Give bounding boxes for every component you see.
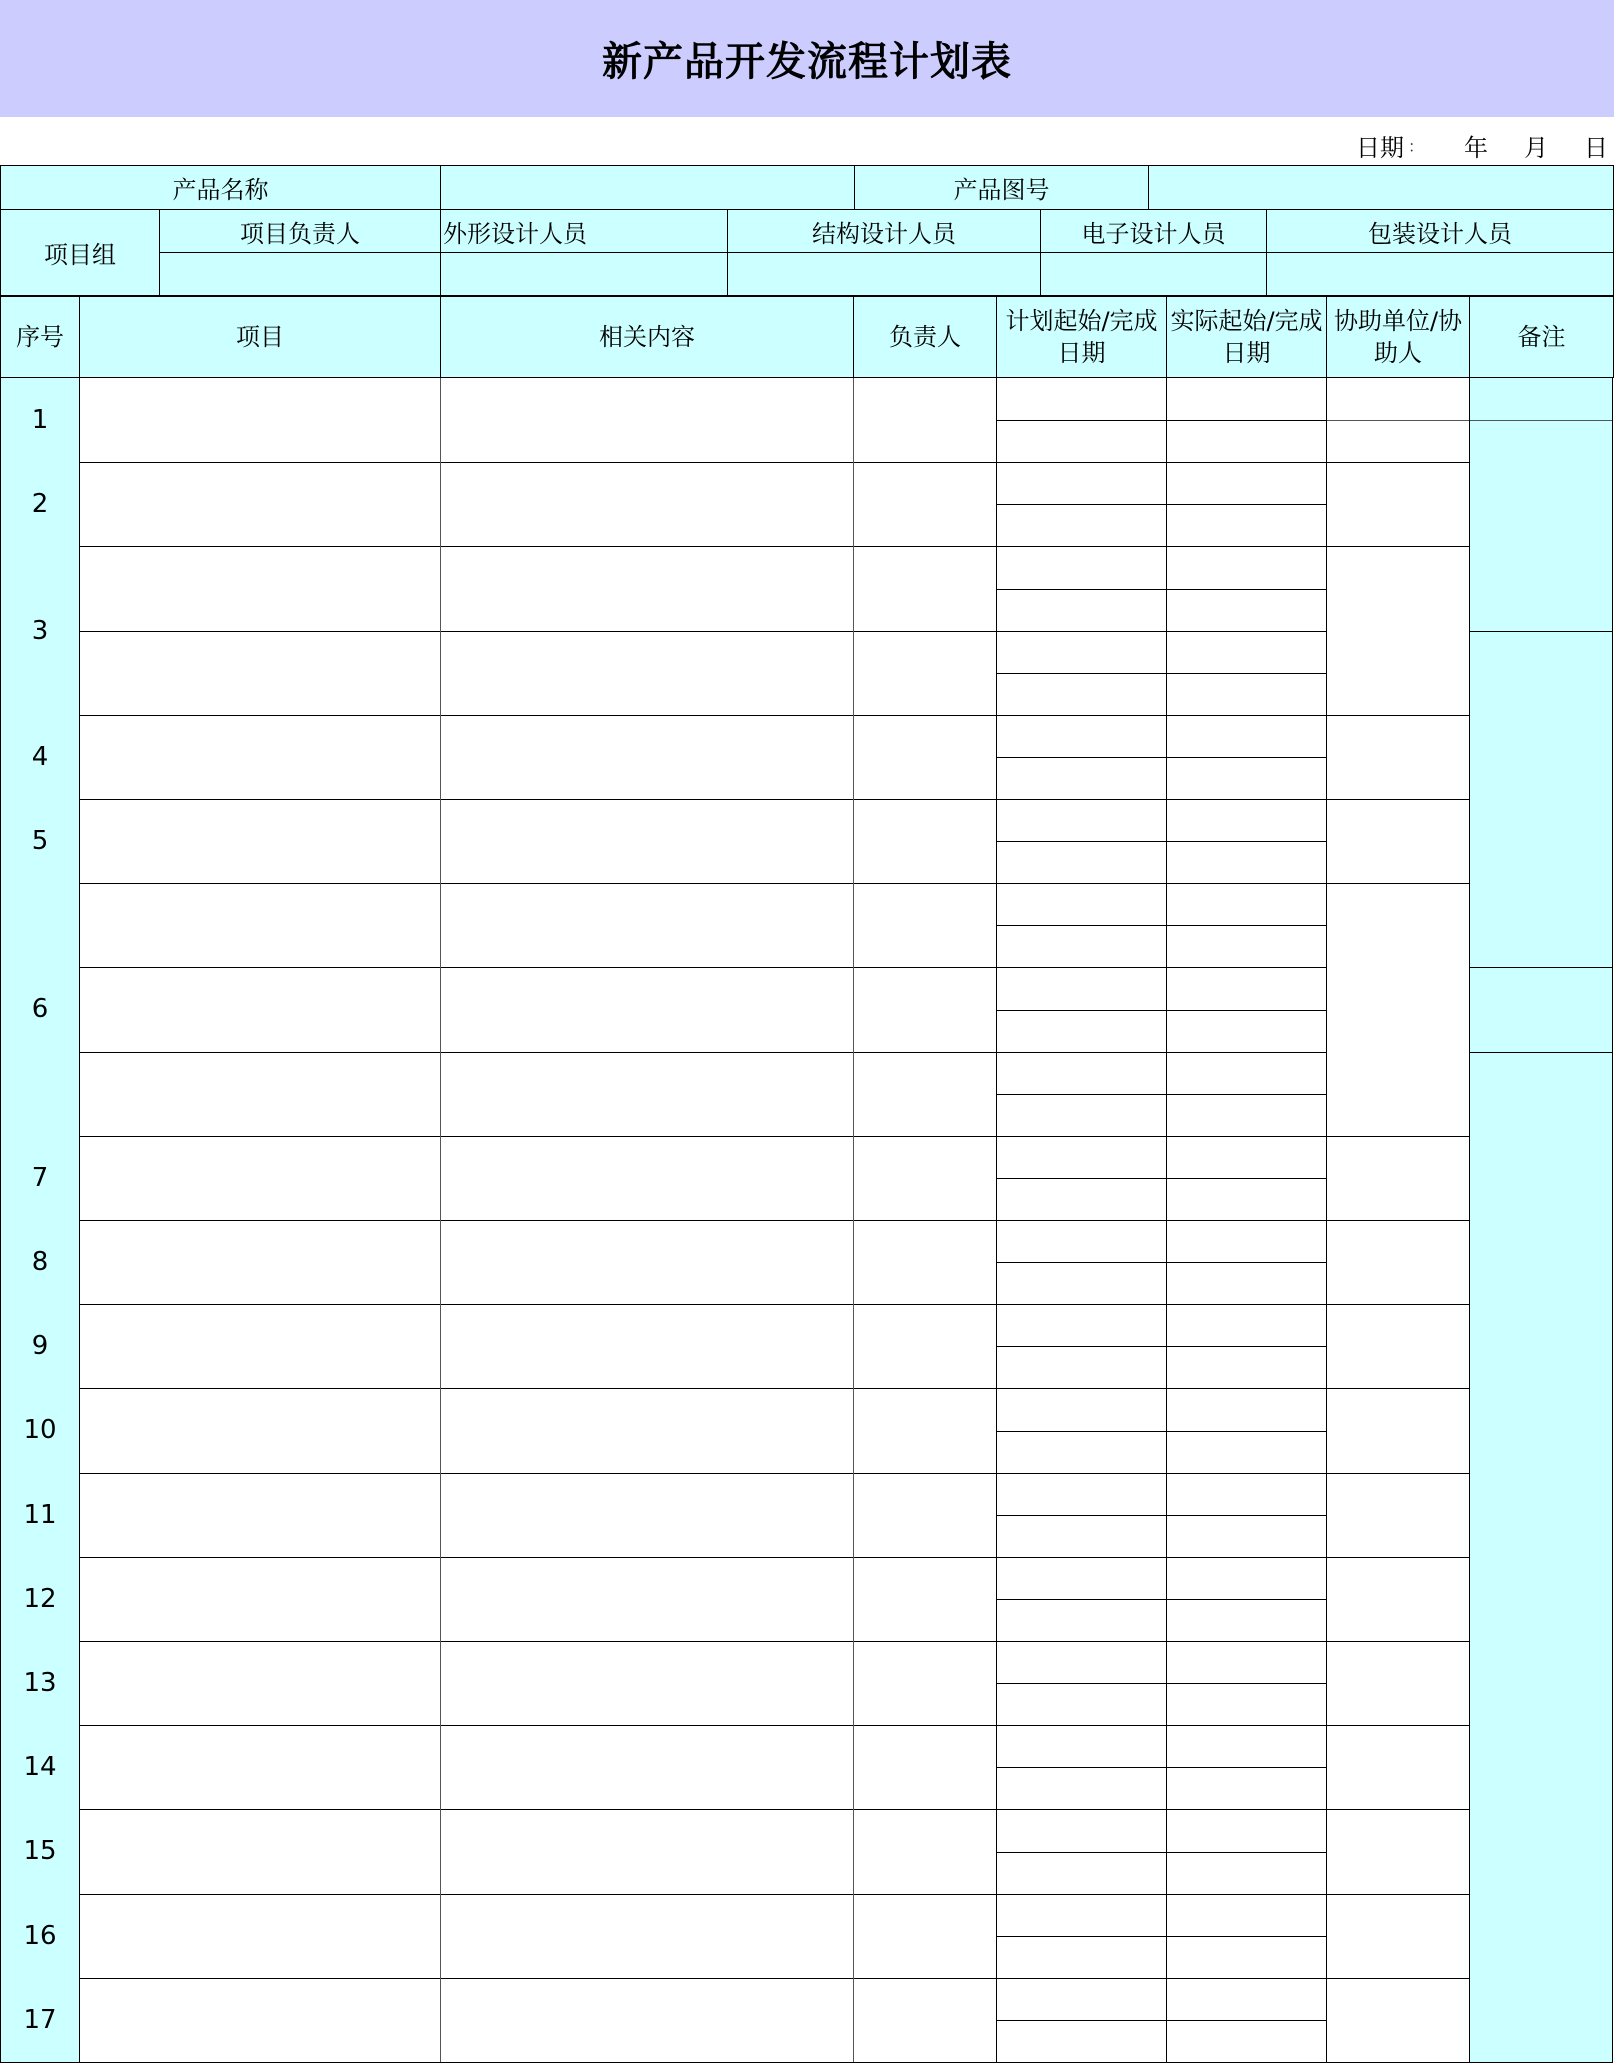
actual-date-cell[interactable] (1166, 1094, 1326, 1136)
item-cell[interactable] (79, 546, 440, 630)
actual-date-cell[interactable] (1166, 1010, 1326, 1052)
remark-cell[interactable] (1469, 1978, 1613, 2062)
content-cell[interactable] (440, 715, 853, 799)
content-cell[interactable] (440, 1304, 853, 1388)
structure-designer-field[interactable] (728, 253, 1041, 296)
plan-date-cell[interactable] (996, 589, 1166, 631)
plan-date-cell[interactable] (996, 546, 1166, 588)
column-line (996, 378, 997, 2062)
content-cell[interactable] (440, 1473, 853, 1557)
col-content-header: 相关内容 (441, 297, 854, 378)
item-cell[interactable] (79, 1388, 440, 1472)
actual-date-cell[interactable] (1166, 1388, 1326, 1430)
seq-cell: 16 (0, 1894, 80, 1978)
remark-cell[interactable] (1469, 1725, 1613, 1809)
content-cell[interactable] (440, 967, 853, 1051)
col-remark-header: 备注 (1470, 297, 1614, 378)
actual-date-cell[interactable] (1166, 1220, 1326, 1262)
assist-cell[interactable] (1326, 799, 1469, 883)
plan-date-cell[interactable] (996, 883, 1166, 925)
date-divider (996, 1010, 1326, 1011)
plan-date-cell[interactable] (996, 1515, 1166, 1557)
actual-date-cell[interactable] (1166, 1936, 1326, 1978)
actual-date-cell[interactable] (1166, 757, 1326, 799)
row-divider (1469, 1052, 1613, 1053)
row-divider (996, 967, 1326, 968)
remark-cell[interactable] (1469, 1894, 1613, 1978)
project-group-label: 项目组 (1, 210, 160, 296)
remark-cell[interactable] (1469, 1388, 1613, 1472)
owner-cell[interactable] (853, 546, 996, 630)
actual-date-cell[interactable] (1166, 715, 1326, 757)
plan-date-cell[interactable] (996, 504, 1166, 546)
seq-cell: 2 (0, 462, 80, 546)
item-cell[interactable] (79, 378, 440, 462)
seq-cell: 14 (0, 1725, 80, 1809)
owner-cell[interactable] (853, 1894, 996, 1978)
seq-cell: 1 (0, 378, 80, 462)
owner-cell[interactable] (853, 462, 996, 546)
column-line (1469, 378, 1470, 2062)
owner-cell[interactable] (853, 631, 996, 715)
owner-cell[interactable] (853, 1725, 996, 1809)
product-name-field[interactable] (441, 166, 855, 210)
seq-cell: 9 (0, 1304, 80, 1388)
column-line (1326, 378, 1327, 2062)
seq-cell: 10 (0, 1388, 80, 1472)
column-header-table (0, 296, 1614, 378)
electronic-designer-field[interactable] (1041, 253, 1267, 296)
item-cell[interactable] (79, 1978, 440, 2062)
date-divider (996, 1515, 1326, 1516)
remark-cell[interactable] (1469, 1641, 1613, 1725)
plan-date-cell[interactable] (996, 715, 1166, 757)
content-cell[interactable] (440, 1136, 853, 1220)
remark-cell[interactable] (1469, 1136, 1613, 1220)
item-cell[interactable] (79, 462, 440, 546)
col-seq-header: 序号 (1, 297, 80, 378)
column-line (79, 378, 80, 2062)
title-band (0, 0, 1614, 117)
actual-date-cell[interactable] (1166, 1515, 1326, 1557)
owner-cell[interactable] (853, 1809, 996, 1893)
plan-date-cell[interactable] (996, 925, 1166, 967)
item-cell[interactable] (79, 1894, 440, 1978)
project-info-table (0, 165, 1614, 296)
row-divider (79, 967, 996, 968)
seq-cell: 7 (0, 1136, 80, 1220)
content-cell[interactable] (440, 1894, 853, 1978)
item-cell[interactable] (79, 799, 440, 883)
col-item-header: 项目 (80, 297, 441, 378)
column-line (440, 378, 441, 2062)
plan-date-cell[interactable] (996, 1304, 1166, 1346)
plan-date-cell[interactable] (996, 1178, 1166, 1220)
plan-date-cell[interactable] (996, 1852, 1166, 1894)
content-cell[interactable] (440, 546, 853, 630)
assist-cell[interactable] (1326, 715, 1469, 799)
owner-cell[interactable] (853, 1557, 996, 1641)
date-divider (996, 841, 1326, 842)
date-divider (996, 2020, 1326, 2021)
date-divider (996, 1852, 1326, 1853)
actual-date-cell[interactable] (1166, 1262, 1326, 1304)
col-assist-header: 协助单位/协助人 (1327, 297, 1470, 378)
remark-cell[interactable] (1469, 1809, 1613, 1893)
plan-date-cell[interactable] (996, 1346, 1166, 1388)
actual-date-cell[interactable] (1166, 1978, 1326, 2020)
seq-cell: 11 (0, 1473, 80, 1557)
actual-date-cell[interactable] (1166, 925, 1326, 967)
date-year-label: 年 (1464, 133, 1488, 162)
plan-date-cell[interactable] (996, 757, 1166, 799)
actual-date-cell[interactable] (1166, 1431, 1326, 1473)
electronic-designer-label: 电子设计人员 (1041, 210, 1267, 253)
plan-date-cell[interactable] (996, 1809, 1166, 1851)
owner-cell[interactable] (853, 967, 996, 1051)
plan-rows (0, 378, 1613, 2065)
plan-date-cell[interactable] (996, 1094, 1166, 1136)
actual-date-cell[interactable] (1166, 1346, 1326, 1388)
page-title: 新产品开发流程计划表 (602, 39, 1012, 85)
actual-date-cell[interactable] (1166, 1052, 1326, 1094)
plan-date-cell[interactable] (996, 1388, 1166, 1430)
content-cell[interactable] (440, 1388, 853, 1472)
plan-date-cell[interactable] (996, 1767, 1166, 1809)
actual-date-cell[interactable] (1166, 2020, 1326, 2062)
assist-cell[interactable] (1326, 1473, 1469, 1557)
owner-cell[interactable] (853, 1641, 996, 1725)
actual-date-cell[interactable] (1166, 378, 1326, 420)
seq-cell: 12 (0, 1557, 80, 1641)
structure-designer-label: 结构设计人员 (728, 210, 1041, 253)
remark-cell[interactable] (1469, 715, 1613, 799)
assist-cell[interactable] (1326, 1978, 1469, 2062)
project-leader-label: 项目负责人 (160, 210, 441, 253)
plan-date-cell[interactable] (996, 1725, 1166, 1767)
assist-cell[interactable] (1326, 1725, 1469, 1809)
assist-cell[interactable] (1326, 1388, 1469, 1472)
actual-date-cell[interactable] (1166, 673, 1326, 715)
plan-date-cell[interactable] (996, 1683, 1166, 1725)
plan-date-cell[interactable] (996, 1894, 1166, 1936)
date-divider (996, 757, 1326, 758)
plan-date-cell[interactable] (996, 1557, 1166, 1599)
project-leader-field[interactable] (160, 253, 441, 296)
assist-cell[interactable] (1326, 1220, 1469, 1304)
owner-cell[interactable] (853, 1052, 996, 1136)
item-cell[interactable] (79, 631, 440, 715)
item-cell[interactable] (79, 1809, 440, 1893)
seq-cell: 13 (0, 1641, 80, 1725)
date-divider (996, 1767, 1326, 1768)
date-divider (996, 1178, 1326, 1179)
remark-cell[interactable] (1469, 799, 1613, 883)
actual-date-cell[interactable] (1166, 504, 1326, 546)
content-cell[interactable] (440, 799, 853, 883)
actual-date-cell[interactable] (1166, 631, 1326, 673)
actual-date-cell[interactable] (1166, 1683, 1326, 1725)
actual-date-cell[interactable] (1166, 841, 1326, 883)
col-owner-header: 负责人 (854, 297, 997, 378)
item-cell[interactable] (79, 1136, 440, 1220)
remark-cell[interactable] (1469, 1220, 1613, 1304)
date-divider (996, 1094, 1326, 1095)
actual-date-cell[interactable] (1166, 1852, 1326, 1894)
actual-date-cell[interactable] (1166, 1725, 1326, 1767)
owner-cell[interactable] (853, 715, 996, 799)
product-drawing-no-field[interactable] (1149, 166, 1614, 210)
plan-date-cell[interactable] (996, 2020, 1166, 2062)
plan-date-cell[interactable] (996, 1262, 1166, 1304)
actual-date-cell[interactable] (1166, 589, 1326, 631)
assist-cell[interactable] (1326, 1136, 1469, 1220)
column-line (1166, 378, 1167, 2062)
actual-date-cell[interactable] (1166, 1894, 1326, 1936)
date-divider (996, 1599, 1326, 1600)
remark-cell[interactable] (1469, 1557, 1613, 1641)
plan-date-cell[interactable] (996, 841, 1166, 883)
plan-date-cell[interactable] (996, 1010, 1166, 1052)
date-label: 日期 (1355, 133, 1404, 162)
item-cell[interactable] (79, 967, 440, 1051)
actual-date-cell[interactable] (1166, 1641, 1326, 1683)
packaging-designer-field[interactable] (1267, 253, 1614, 296)
row-divider (79, 631, 996, 632)
date-divider (996, 504, 1326, 505)
date-divider (996, 1262, 1326, 1263)
row-divider (79, 1052, 996, 1053)
plan-date-cell[interactable] (996, 1641, 1166, 1683)
date-line (1356, 130, 1608, 160)
column-line (853, 378, 854, 2062)
item-cell[interactable] (79, 1557, 440, 1641)
date-divider (996, 589, 1326, 590)
assist-cell[interactable] (1326, 546, 1469, 714)
content-cell[interactable] (440, 1725, 853, 1809)
plan-date-cell[interactable] (996, 1052, 1166, 1094)
plan-date-cell[interactable] (996, 799, 1166, 841)
item-cell[interactable] (79, 715, 440, 799)
item-cell[interactable] (79, 1304, 440, 1388)
owner-cell[interactable] (853, 1220, 996, 1304)
plan-date-cell[interactable] (996, 631, 1166, 673)
actual-date-cell[interactable] (1166, 1599, 1326, 1641)
col-plan-dates-header: 计划起始/完成日期 (997, 297, 1167, 378)
product-drawing-no-label: 产品图号 (855, 166, 1149, 210)
actual-date-cell[interactable] (1166, 799, 1326, 841)
product-name-label: 产品名称 (1, 166, 441, 210)
actual-date-cell[interactable] (1166, 1557, 1326, 1599)
plan-date-cell[interactable] (996, 420, 1166, 462)
content-cell[interactable] (440, 1557, 853, 1641)
date-divider (996, 420, 1326, 421)
assist-cell[interactable] (1326, 378, 1469, 462)
seq-cell: 15 (0, 1809, 80, 1893)
packaging-designer-label: 包装设计人员 (1267, 210, 1614, 253)
actual-date-cell[interactable] (1166, 967, 1326, 1009)
assist-cell[interactable] (1326, 1641, 1469, 1725)
seq-cell: 8 (0, 1220, 80, 1304)
actual-date-cell[interactable] (1166, 1809, 1326, 1851)
item-cell[interactable] (79, 1641, 440, 1725)
content-cell[interactable] (440, 1978, 853, 2062)
content-cell[interactable] (440, 631, 853, 715)
actual-date-cell[interactable] (1166, 1767, 1326, 1809)
plan-date-cell[interactable] (996, 1473, 1166, 1515)
appearance-designer-label: 外形设计人员 (441, 210, 728, 253)
plan-date-cell[interactable] (996, 1136, 1166, 1178)
owner-cell[interactable] (853, 1304, 996, 1388)
assist-cell[interactable] (1326, 1894, 1469, 1978)
remark-cell[interactable] (1469, 462, 1613, 546)
seq-cell: 4 (0, 715, 80, 799)
row-divider (1469, 631, 1613, 632)
seq-cell: 5 (0, 799, 80, 883)
plan-date-cell[interactable] (996, 1936, 1166, 1978)
col-actual-dates-header: 实际起始/完成日期 (1167, 297, 1327, 378)
plan-date-cell[interactable] (996, 1220, 1166, 1262)
actual-date-cell[interactable] (1166, 420, 1326, 462)
assist-cell[interactable] (1326, 883, 1469, 1136)
date-divider (996, 1431, 1326, 1432)
actual-date-cell[interactable] (1166, 1178, 1326, 1220)
date-divider (996, 1936, 1326, 1937)
column-line (1612, 378, 1613, 2062)
owner-cell[interactable] (853, 799, 996, 883)
owner-cell[interactable] (853, 1388, 996, 1472)
plan-date-cell[interactable] (996, 967, 1166, 1009)
actual-date-cell[interactable] (1166, 1136, 1326, 1178)
seq-cell: 6 (0, 883, 80, 1136)
content-cell[interactable] (440, 1052, 853, 1136)
plan-date-cell[interactable] (996, 1431, 1166, 1473)
owner-cell[interactable] (853, 378, 996, 462)
date-divider (996, 673, 1326, 674)
actual-date-cell[interactable] (1166, 1473, 1326, 1515)
assist-cell[interactable] (1326, 1304, 1469, 1388)
date-divider (996, 1683, 1326, 1684)
content-cell[interactable] (440, 1220, 853, 1304)
owner-cell[interactable] (853, 883, 996, 967)
remark-cell[interactable] (1469, 883, 1613, 1136)
date-divider (996, 1346, 1326, 1347)
row-divider (996, 1052, 1326, 1053)
actual-date-cell[interactable] (1166, 462, 1326, 504)
row-divider (1469, 967, 1613, 968)
appearance-designer-field[interactable] (441, 253, 728, 296)
plan-date-cell[interactable] (996, 462, 1166, 504)
item-cell[interactable] (79, 1052, 440, 1136)
date-divider (996, 925, 1326, 926)
actual-date-cell[interactable] (1166, 883, 1326, 925)
content-cell[interactable] (440, 462, 853, 546)
owner-cell[interactable] (853, 1136, 996, 1220)
row-border (0, 2062, 1613, 2063)
assist-cell[interactable] (1326, 1809, 1469, 1893)
content-cell[interactable] (440, 1641, 853, 1725)
owner-cell[interactable] (853, 1473, 996, 1557)
assist-cell[interactable] (1326, 462, 1469, 546)
content-cell[interactable] (440, 1809, 853, 1893)
date-day-label: 日 (1584, 133, 1608, 162)
content-cell[interactable] (440, 378, 853, 462)
remark-cell[interactable] (1469, 1304, 1613, 1388)
row-divider (996, 631, 1326, 632)
item-cell[interactable] (79, 883, 440, 967)
plan-date-cell[interactable] (996, 1599, 1166, 1641)
date-month-label: 月 (1524, 133, 1548, 162)
date-colon: ： (1407, 136, 1424, 156)
plan-date-cell[interactable] (996, 1978, 1166, 2020)
seq-cell: 3 (0, 546, 80, 714)
plan-date-cell[interactable] (996, 673, 1166, 715)
assist-cell[interactable] (1326, 1557, 1469, 1641)
plan-date-cell[interactable] (996, 378, 1166, 420)
item-cell[interactable] (79, 1220, 440, 1304)
seq-cell: 17 (0, 1978, 80, 2062)
owner-cell[interactable] (853, 1978, 996, 2062)
content-cell[interactable] (440, 883, 853, 967)
item-cell[interactable] (79, 1473, 440, 1557)
actual-date-cell[interactable] (1166, 1304, 1326, 1346)
actual-date-cell[interactable] (1166, 546, 1326, 588)
remark-cell[interactable] (1469, 1473, 1613, 1557)
item-cell[interactable] (79, 1725, 440, 1809)
